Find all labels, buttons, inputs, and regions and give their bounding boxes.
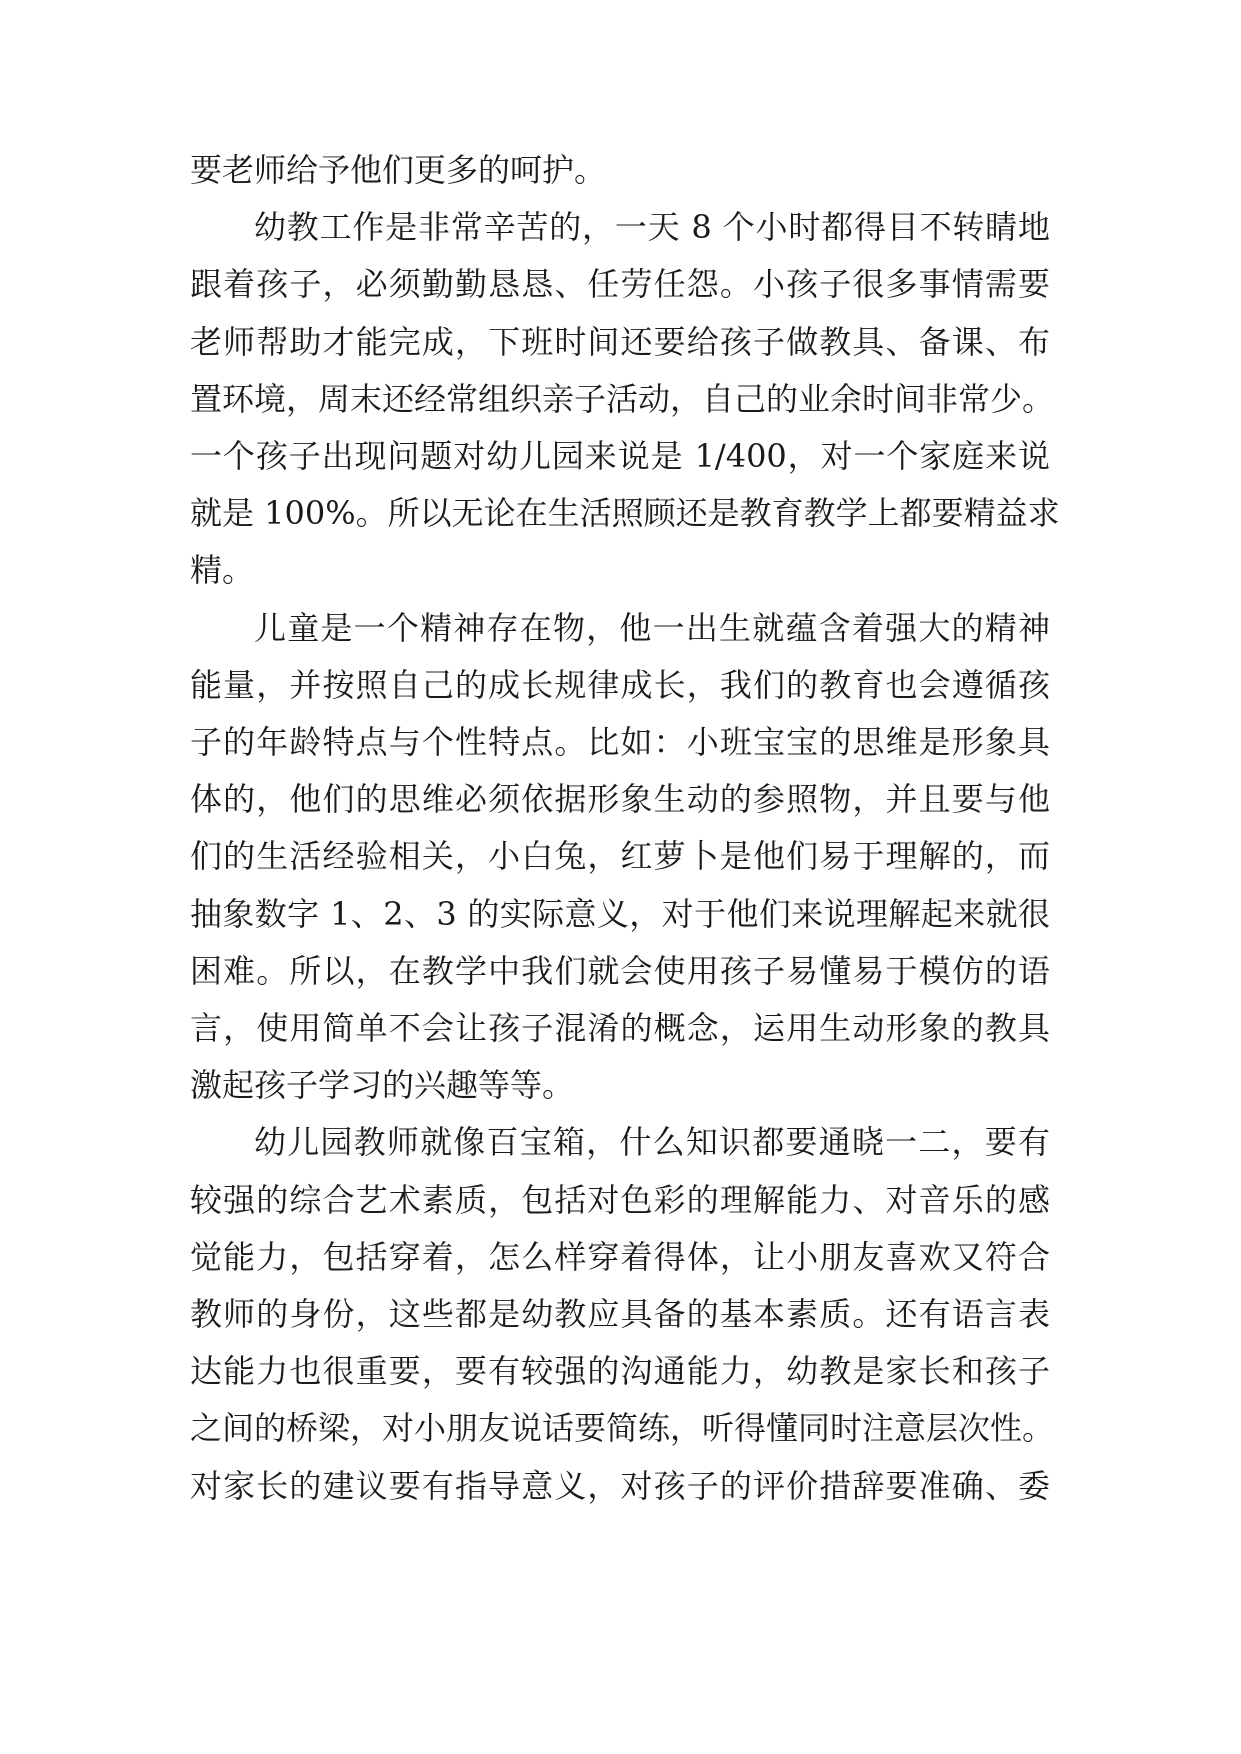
text-line: 能量，并按照自己的成长规律成长，我们的教育也会遵循孩 xyxy=(190,666,1050,704)
text-line: 幼教工作是非常辛苦的，一天 8 个小时都得目不转睛地 xyxy=(254,208,1050,246)
text-line: 精。 xyxy=(190,551,255,589)
text-line: 之间的桥梁，对小朋友说话要简练，听得懂同时注意层次性。 xyxy=(190,1409,1055,1447)
text-line: 跟着孩子，必须勤勤恳恳、任劳任怨。小孩子很多事情需要 xyxy=(190,265,1050,303)
text-line: 就是 100%。所以无论在生活照顾还是教育教学上都要精益求 xyxy=(190,494,1060,532)
text-line: 困难。所以，在教学中我们就会使用孩子易懂易于模仿的语 xyxy=(190,952,1050,990)
text-line: 幼儿园教师就像百宝箱，什么知识都要通晓一二，要有 xyxy=(254,1123,1050,1161)
text-line: 要老师给予他们更多的呵护。 xyxy=(190,151,607,189)
text-line: 激起孩子学习的兴趣等等。 xyxy=(190,1066,575,1104)
text-line: 老师帮助才能完成，下班时间还要给孩子做教具、备课、布 xyxy=(190,323,1050,361)
text-line: 抽象数字 1、2、3 的实际意义，对于他们来说理解起来就很 xyxy=(190,895,1050,933)
text-line: 教师的身份，这些都是幼教应具备的基本素质。还有语言表 xyxy=(190,1295,1050,1333)
text-line: 对家长的建议要有指导意义，对孩子的评价措辞要准确、委 xyxy=(190,1467,1050,1505)
text-line: 儿童是一个精神存在物，他一出生就蕴含着强大的精神 xyxy=(254,609,1050,647)
text-line: 体的，他们的思维必须依据形象生动的参照物，并且要与他 xyxy=(190,780,1050,818)
text-line: 言，使用简单不会让孩子混淆的概念，运用生动形象的教具 xyxy=(190,1009,1050,1047)
text-line: 子的年龄特点与个性特点。比如：小班宝宝的思维是形象具 xyxy=(190,723,1050,761)
text-line: 达能力也很重要，要有较强的沟通能力，幼教是家长和孩子 xyxy=(190,1352,1050,1390)
text-line: 一个孩子出现问题对幼儿园来说是 1/400，对一个家庭来说 xyxy=(190,437,1050,475)
text-line: 们的生活经验相关，小白兔，红萝卜是他们易于理解的，而 xyxy=(190,837,1050,875)
text-line: 较强的综合艺术素质，包括对色彩的理解能力、对音乐的感 xyxy=(190,1181,1050,1219)
text-line: 置环境，周末还经常组织亲子活动，自己的业余时间非常少。 xyxy=(190,380,1055,418)
text-line: 觉能力，包括穿着，怎么样穿着得体，让小朋友喜欢又符合 xyxy=(190,1238,1050,1276)
